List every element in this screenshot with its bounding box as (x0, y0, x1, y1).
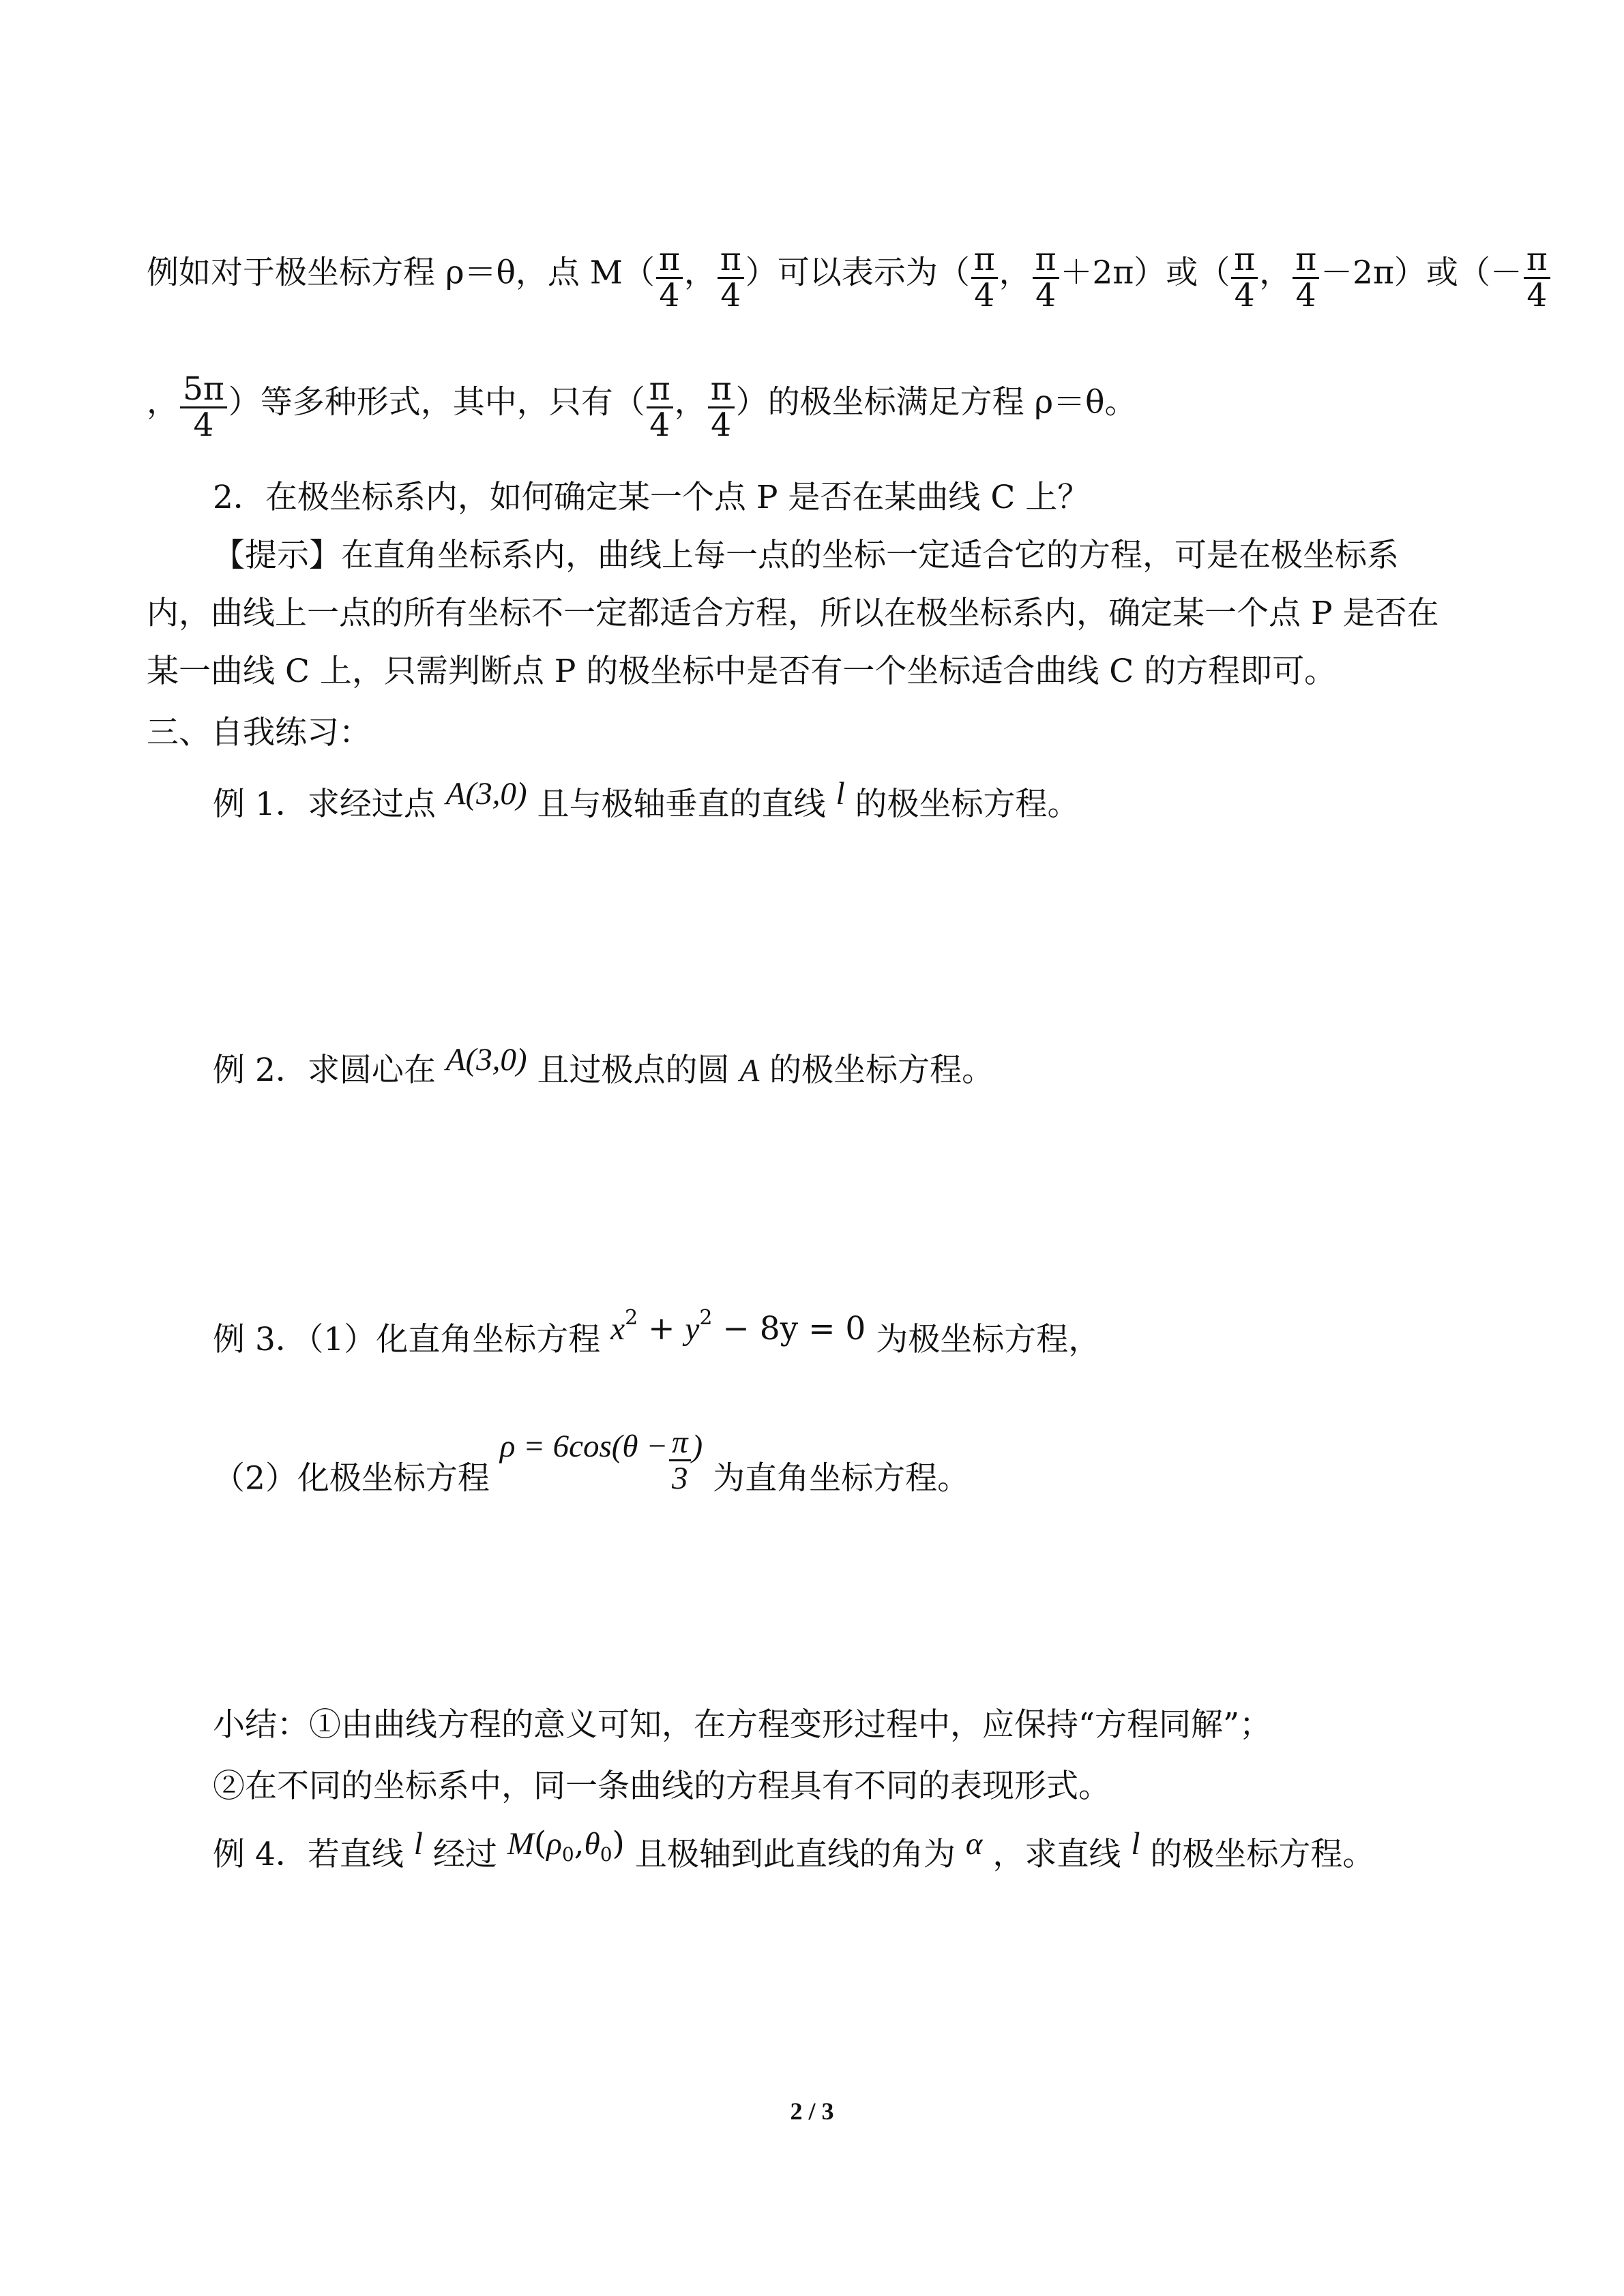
circle-variable: A (739, 1053, 760, 1088)
fraction-pi-over-4: $\frac{\pi}{4}$ (718, 243, 744, 313)
text: 例如对于极坐标方程 ρ＝θ，点 M（ (147, 254, 655, 292)
section-heading: 三、自我练习： (147, 714, 371, 751)
hint-line-2: 内，曲线上一点的所有坐标不一定都适合方程，所以在极坐标系内，确定某一个点 P 是否在 (147, 595, 1439, 632)
fraction-pi-over-4: $\frac{\pi}{4}$ (647, 372, 673, 443)
summary-line-1: 小结：①由曲线方程的意义可知，在方程变形过程中，应保持“方程同解”； (213, 1706, 1272, 1744)
example-line-1: 例如对于极坐标方程 ρ＝θ，点 M（ $\frac{\pi}{4}$ ， $\frac{\pi}{4}$ ）可以表示为（ $\frac{\pi}{4}$ ， $\frac{\pi}{4}$ ＋2π）或（ $\frac{\pi}{4}$ ， $\frac{\pi}{4}$ －2π）或（－ $\frac{\pi}{4}$ (147, 240, 1552, 310)
page-number: 2 / 3 (790, 2098, 834, 2125)
line-variable: l (413, 1826, 423, 1862)
example-2: 例 2．求圆心在 A(3,0) 且过极点的圆 A 的极坐标方程。 (213, 1042, 994, 1089)
question-2: 2．在极坐标系内，如何确定某一个点 P 是否在某曲线 C 上？ (213, 479, 1090, 516)
point-m: $M(\rho_0,\theta_0)$ (507, 1825, 625, 1866)
fraction-pi-over-4: $\frac{\pi}{4}$ (708, 372, 735, 443)
fraction-pi-over-4: $\frac{\pi}{4}$ (656, 243, 683, 313)
example-line-2: ， $\frac{5\pi}{4}$ ）等多种形式，其中，只有（ $\frac{\pi}{4}$ ， $\frac{\pi}{4}$ ）的极坐标满足方程 ρ＝θ。 (147, 370, 1137, 444)
example-3-part-1: 例 3．（1）化直角坐标方程 $x^2 + y^2 - 8y = 0$ 为极坐标方程， (213, 1306, 1101, 1358)
angle-alpha: α (965, 1826, 983, 1862)
cartesian-equation: $x^2 + y^2 - 8y = 0$ (610, 1306, 866, 1347)
fraction-pi-over-4: $\frac{\pi}{4}$ (971, 243, 998, 313)
line-variable: l (836, 776, 845, 811)
polar-equation: ρ = 6cos(θ − (499, 1428, 668, 1464)
fraction-pi-over-3: $\frac{\pi}{3}$ (669, 1425, 691, 1495)
example-4: 例 4．若直线 l 经过 $M(\rho_0,\theta_0)$ 且极轴到此直线的角为 α ，求直线 l 的极坐标方程。 (213, 1825, 1375, 1873)
line-variable: l (1131, 1826, 1140, 1862)
fraction-pi-over-4: $\frac{\pi}{4}$ (1524, 243, 1550, 313)
point-a: A(3,0) (445, 1042, 527, 1077)
example-1: 例 1．求经过点 A(3,0) 且与极轴垂直的直线 l 的极坐标方程。 (213, 776, 1080, 823)
example-3-part-2: （2）化极坐标方程 ρ = 6cos(θ − $\frac{\pi}{3}$ ) 为直角坐标方程。 (213, 1425, 970, 1497)
fraction-pi-over-4: $\frac{\pi}{4}$ (1033, 243, 1059, 313)
point-a: A(3,0) (445, 776, 527, 811)
summary-line-2: ②在不同的坐标系中，同一条曲线的方程具有不同的表现形式。 (213, 1768, 1110, 1805)
fraction-5pi-over-4: $\frac{5\pi}{4}$ (180, 372, 227, 443)
fraction-pi-over-4: $\frac{\pi}{4}$ (1231, 243, 1258, 313)
fraction-pi-over-4: $\frac{\pi}{4}$ (1293, 243, 1319, 313)
hint-line-1: 【提示】在直角坐标系内，曲线上每一点的坐标一定适合它的方程，可是在极坐标系 (213, 537, 1399, 574)
hint-line-3: 某一曲线 C 上，只需判断点 P 的极坐标中是否有一个坐标适合曲线 C 的方程即可。 (147, 653, 1337, 690)
